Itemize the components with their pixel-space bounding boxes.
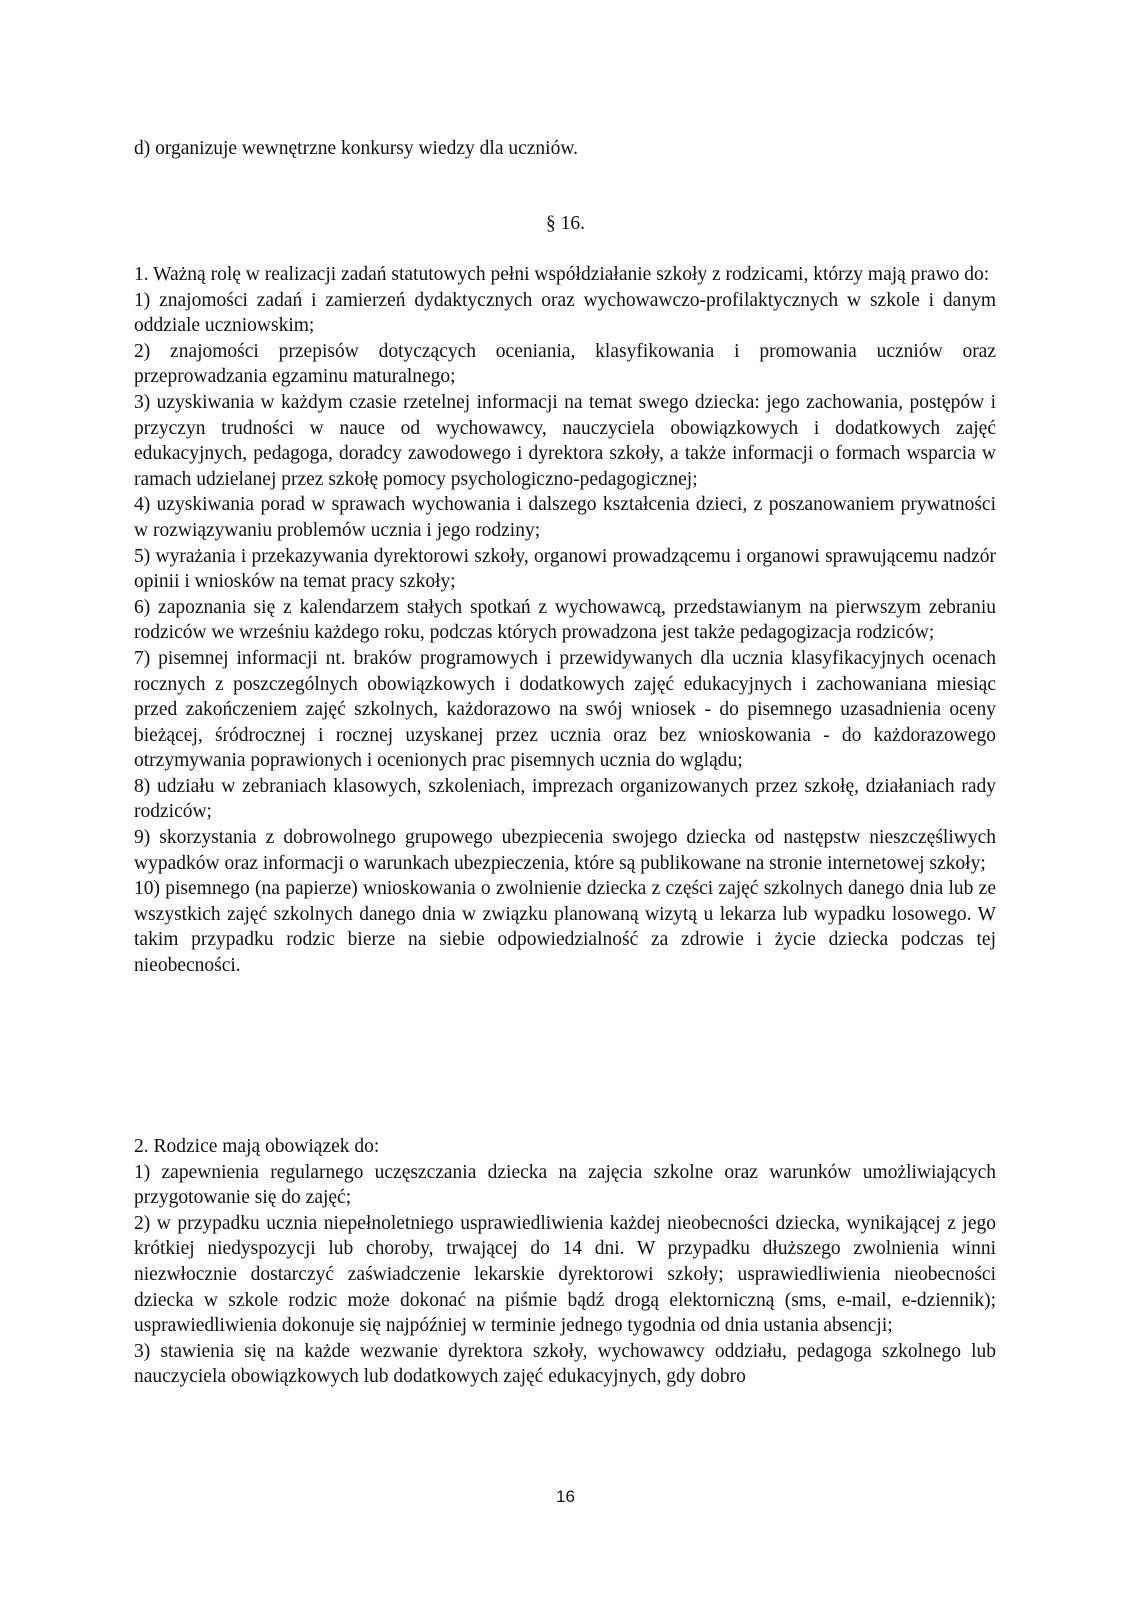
point-1-block <box>134 262 996 979</box>
intro-paragraph <box>134 136 996 162</box>
point-1-item: 2) znajomości przepisów dotyczących oceniania, klasyfikowania i promowania uczniów oraz przeprowadzania egzaminu maturalnego; <box>134 340 996 388</box>
point-1-item: 1) znajomości zadań i zamierzeń dydaktycznych oraz wychowawczo-profilaktycznych w szkole i danym oddziale uczniowskim; <box>134 289 996 337</box>
point-1-item: 8) udziału w zebraniach klasowych, szkoleniach, imprezach organizowanych przez szkołę, działaniach rady rodziców; <box>134 775 996 823</box>
point-2-item: 1) zapewnienia regularnego uczęszczania dziecka na zajęcia szkolne oraz warunków umożliwiających przygotowanie się do zajęć; <box>134 1161 996 1209</box>
point-2-block <box>134 1134 996 1390</box>
point-2-item: 3) stawienia się na każde wezwanie dyrektora szkoły, wychowawcy oddziału, pedagoga szkolnego lub nauczyciela obowiązkowych lub dodatkowych zajęć edukacyjnych, gdy dobro <box>134 1340 996 1388</box>
point-1-item: 9) skorzystania z dobrowolnego grupowego ubezpiecenia swojego dziecka od następstw nieszczęśliwych wypadków oraz informacji o warunkach ubezpieczenia, które są publikowane na stronie internetowej szkoły; <box>134 827 996 874</box>
point-1-item: 3) uzyskiwania w każdym czasie rzetelnej informacji na temat swego dziecka: jego zachowania, postępów i przyczyn trudności w nauce od wychowawcy, nauczyciela obowiązkowych i dodatkowych zajęć edukacyjnych, pedagoga, doradcy zawodowego i dyrektora szkoły, a także informacji o formach wsparcia w ramach udzielanej przez szkołę pomocy psychologiczno-pedagogicznej; <box>134 391 996 490</box>
page-number: 16 <box>556 1487 575 1506</box>
point-1-item: 4) uzyskiwania porad w sprawach wychowania i dalszego kształcenia dzieci, z poszanowaniem prywatności w rozwiązywaniu problemów ucznia i jego rodziny; <box>134 494 996 541</box>
point-2-lead: 2. Rodzice mają obowiązek do: <box>134 1136 380 1157</box>
point-1-item: 10) pisemnego (na papierze) wnioskowania o zwolnienie dziecka z części zajęć szkolnych danego dnia lub ze wszystkich zajęć szkolnych danego dnia w związku planowaną wizytą u lekarza lub wypadku losowego. W takim przypadku rodzic bierze na siebie odpowiedzialność za zdrowie i życie dziecka podczas tej nieobecności. <box>134 878 996 977</box>
intro-line: d) organizuje wewnętrzne konkursy wiedzy dla uczniów. <box>134 138 579 159</box>
section-heading: § 16. <box>546 213 585 234</box>
point-1-item: 7) pisemnej informacji nt. braków programowych i przewidywanych dla ucznia klasyfikacyjnych ocenach rocznych z poszczególnych obowiązkowych i dodatkowych zajęć edukacyjnych i zachowaniana miesiąc przed zakończeniem zajęć szkolnych, każdorazowo na swój wniosek - do pisemnego uzasadnienia oceny bieżącej, śródrocznej i rocznej uzyskanej przez ucznia oraz bez wnioskowania - do każdorazowego otrzymywania poprawionych i ocenionych prac pisemnych ucznia do wglądu; <box>134 647 996 772</box>
point-1-item: 5) wyrażania i przekazywania dyrektorowi szkoły, organowi prowadzącemu i organowi sprawującemu nadzór opinii i wniosków na temat pracy szkoły; <box>134 545 996 593</box>
point-2-item: 2) w przypadku ucznia niepełnoletniego usprawiedliwienia każdej nieobecności dziecka, wynikającej z jego krótkiej niedyspozycji lub choroby, trwającej do 14 dni. W przypadku dłuższego zwolnienia winni niezwłocznie dostarczyć zaświadczenie lekarskie dyrektorowi szkoły; usprawiedliwienia nieobecności dziecka w szkole rodzic może dokonać na piśmie bądź drogą elektorniczną (sms, e-mail, e-dziennik); usprawiedliwienia dokonuje się najpóźniej w terminie jednego tygodnia od dnia ustania absencji; <box>134 1212 996 1337</box>
point-1-item: 6) zapoznania się z kalendarzem stałych spotkań z wychowawcą, przedstawianym na pierwszym zebraniu rodziców we wrześniu każdego roku, podczas których prowadzona jest także pedagogizacja rodziców; <box>134 596 996 644</box>
point-1-lead: 1. Ważną rolę w realizacji zadań statutowych pełni współdziałanie szkoły z rodzicami, którzy mają prawo do: <box>134 264 990 285</box>
